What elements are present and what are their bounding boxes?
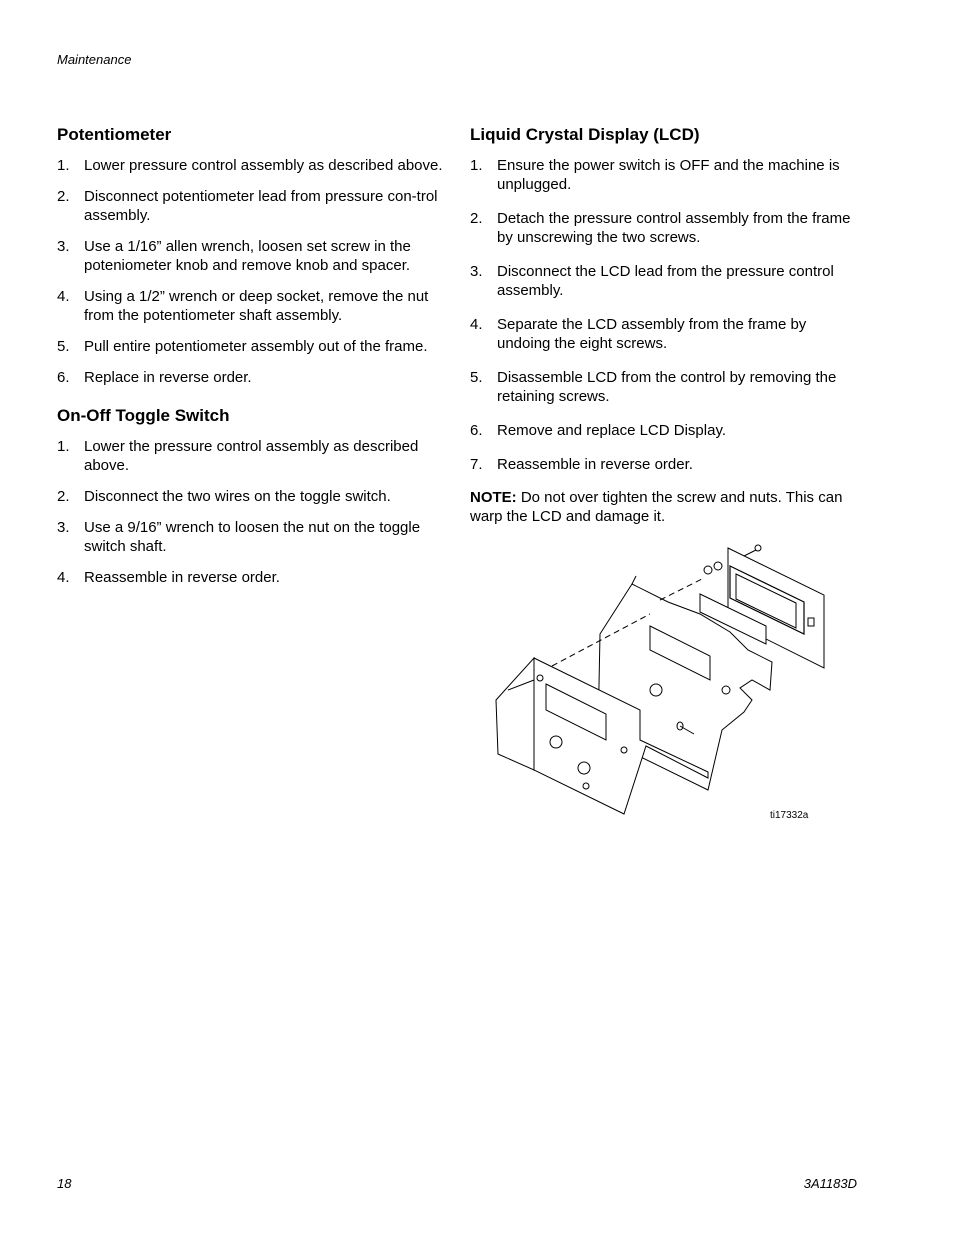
toggle-switch-heading: On-Off Toggle Switch <box>57 406 230 425</box>
list-item <box>470 209 855 247</box>
step-text: Detach the pressure control assembly from the frame by unscrewing the two screws. <box>497 210 851 246</box>
step-text: Disassemble LCD from the control by removing the retaining screws. <box>497 369 837 405</box>
left-column <box>57 124 447 599</box>
step-text: Reassemble in reverse order. <box>84 569 280 586</box>
note-text: Do not over tighten the screw and nuts. This can warp the LCD and damage it. <box>470 489 843 525</box>
step-number: 1. <box>470 157 483 174</box>
lcd-exploded-diagram <box>490 540 830 830</box>
list-item <box>57 368 447 387</box>
document-number: 3A1183D <box>803 1176 857 1191</box>
spacer-nut <box>704 566 712 574</box>
step-text: Use a 1/16” allen wrench, loosen set screw in the poteniometer knob and remove knob and spacer. <box>84 238 411 274</box>
list-item <box>470 315 855 353</box>
running-header: Maintenance <box>57 52 132 67</box>
list-item <box>57 237 447 275</box>
toggle-switch-steps <box>57 437 447 587</box>
step-number: 2. <box>57 188 70 205</box>
step-text: Using a 1/2” wrench or deep socket, remove the nut from the potentiometer shaft assembly. <box>84 288 429 324</box>
step-text: Pull entire potentiometer assembly out of the frame. <box>84 338 428 355</box>
step-text: Remove and replace LCD Display. <box>497 422 726 439</box>
step-text: Ensure the power switch is OFF and the machine is unplugged. <box>497 157 840 193</box>
list-item <box>57 437 447 475</box>
step-text: Separate the LCD assembly from the frame by undoing the eight screws. <box>497 316 807 352</box>
step-number: 1. <box>57 438 70 455</box>
step-text: Disconnect the LCD lead from the pressure control assembly. <box>497 263 834 299</box>
list-item <box>470 156 855 194</box>
potentiometer-steps <box>57 156 447 387</box>
step-number: 7. <box>470 456 483 473</box>
list-item <box>470 455 855 474</box>
list-item <box>470 421 855 440</box>
list-item <box>470 368 855 406</box>
step-number: 4. <box>470 316 483 333</box>
list-item <box>57 337 447 356</box>
list-item <box>57 187 447 225</box>
step-number: 3. <box>57 519 70 536</box>
step-number: 6. <box>470 422 483 439</box>
step-text: Disconnect potentiometer lead from pressure con-trol assembly. <box>84 188 438 224</box>
list-item <box>57 287 447 325</box>
step-text: Replace in reverse order. <box>84 369 252 386</box>
step-text: Reassemble in reverse order. <box>497 456 693 473</box>
step-number: 6. <box>57 369 70 386</box>
right-column <box>470 124 855 541</box>
step-number: 1. <box>57 157 70 174</box>
screw-shaft <box>744 550 756 556</box>
step-number: 3. <box>57 238 70 255</box>
note-paragraph <box>470 488 855 526</box>
lcd-heading: Liquid Crystal Display (LCD) <box>470 125 700 144</box>
step-number: 2. <box>470 210 483 227</box>
step-text: Use a 9/16” wrench to loosen the nut on the toggle switch shaft. <box>84 519 421 555</box>
step-number: 4. <box>57 288 70 305</box>
step-number: 2. <box>57 488 70 505</box>
list-item <box>57 156 447 175</box>
list-item <box>470 262 855 300</box>
step-text: Disconnect the two wires on the toggle switch. <box>84 488 391 505</box>
step-number: 3. <box>470 263 483 280</box>
lcd-steps <box>470 156 855 474</box>
step-number: 5. <box>57 338 70 355</box>
list-item <box>57 518 447 556</box>
alignment-line <box>660 578 704 600</box>
figure-id-label: ti17332a <box>770 810 809 821</box>
front-plate-shadow <box>496 658 534 770</box>
note-label: NOTE: <box>470 489 517 506</box>
potentiometer-heading: Potentiometer <box>57 125 172 144</box>
step-text: Lower pressure control assembly as described above. <box>84 157 443 174</box>
frame-edge <box>632 576 636 584</box>
list-item <box>57 568 447 587</box>
step-number: 5. <box>470 369 483 386</box>
page-number: 18 <box>57 1176 72 1191</box>
step-text: Lower the pressure control assembly as described above. <box>84 438 419 474</box>
list-item <box>57 487 447 506</box>
step-number: 4. <box>57 569 70 586</box>
spacer-nut <box>714 562 722 570</box>
